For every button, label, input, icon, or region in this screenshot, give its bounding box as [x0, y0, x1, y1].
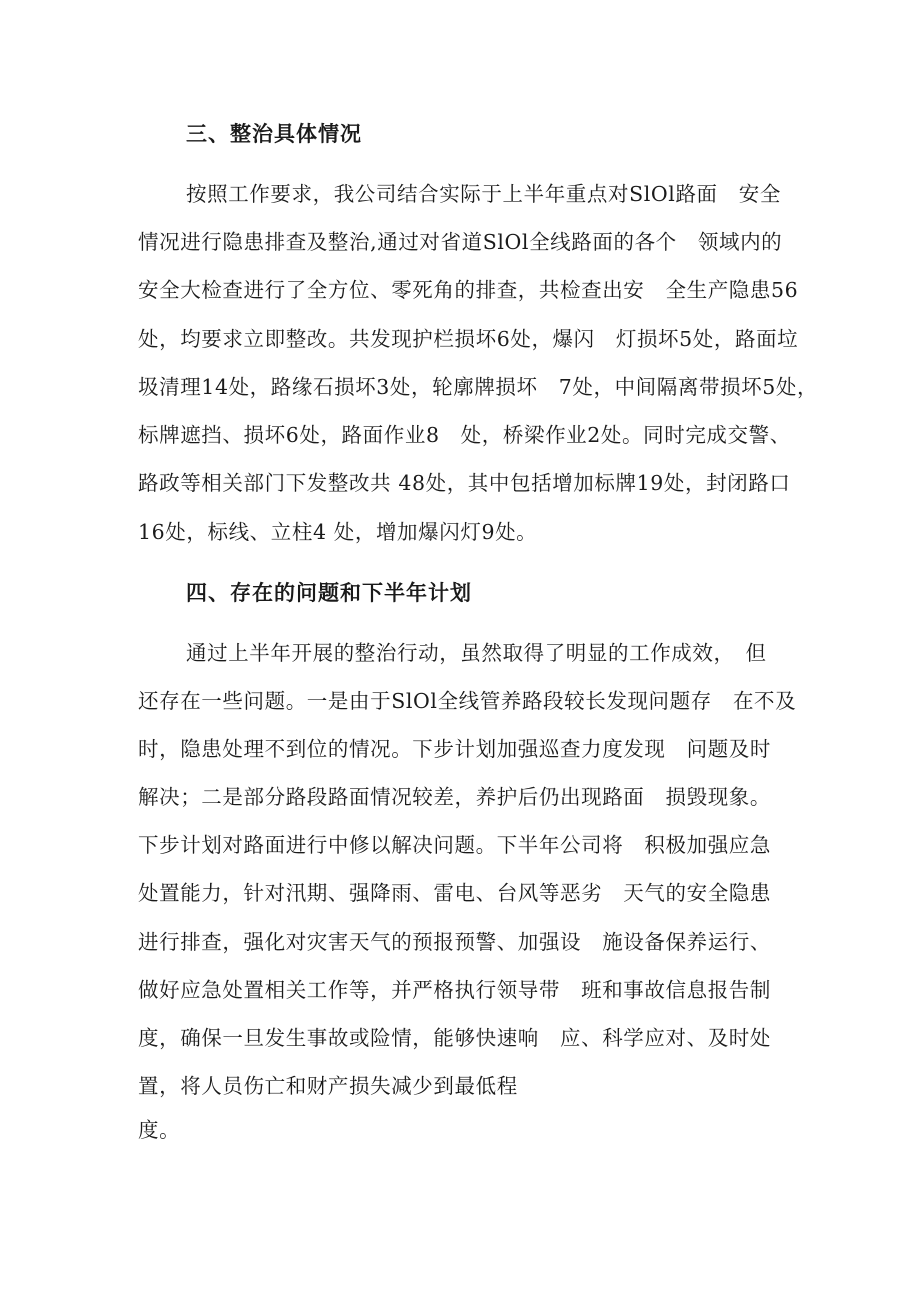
- section-4-line: 处置能力，针对汛期、强降雨、雷电、台风等恶劣 天气的安全隐患: [138, 881, 771, 905]
- section-4-line: 解决；二是部分路段路面情况较差，养护后仍出现路面 损毁现象。: [138, 785, 771, 809]
- section-4-line: 时，隐患处理不到位的情况。下步计划加强巡查力度发现 问题及时: [138, 737, 771, 761]
- section-3-line: 圾清理14处，路缘石损坏3处，轮廓牌损坏 7处，中间隔离带损坏5处，: [138, 375, 819, 399]
- section-3-line: 情况进行隐患排查及整治,通过对省道SlOl全线路面的各个 领域内的: [138, 230, 783, 254]
- section-3-heading: 三、整治具体情况: [186, 121, 362, 146]
- section-4-line: 通过上半年开展的整治行动，虽然取得了明显的工作成效， 但: [186, 641, 767, 665]
- section-4-line: 还存在一些问题。一是由于SlOl全线管养路段较长发现问题存 在不及: [138, 689, 797, 713]
- section-4-line: 度，确保一旦发生事故或险情，能够快速响 应、科学应对、及时处: [138, 1026, 771, 1050]
- section-3-line: 16处，标线、立柱4 处，增加爆闪灯9处。: [138, 520, 538, 544]
- section-3-line: 安全大检查进行了全方位、零死角的排查，共检查出安 全生产隐患56: [138, 278, 799, 302]
- section-4-heading: 四、存在的问题和下半年计划: [186, 580, 472, 605]
- section-4-line: 置，将人员伤亡和财产损失减少到最低程: [138, 1074, 518, 1098]
- section-4-line: 度。: [138, 1118, 181, 1142]
- section-4-line: 做好应急处置相关工作等，并严格执行领导带 班和事故信息报告制: [138, 978, 771, 1002]
- section-4-line: 进行排查，强化对灾害天气的预报预警、加强设 施设备保养运行、: [138, 930, 771, 954]
- section-3-line: 标牌遮挡、损坏6处，路面作业8 处，桥梁作业2处。同时完成交警、: [138, 423, 791, 447]
- section-3-line: 处，均要求立即整改。共发现护栏损坏6处，爆闪 灯损坏5处，路面垃: [138, 327, 799, 351]
- section-4-line: 下步计划对路面进行中修以解决问题。下半年公司将 积极加强应急: [138, 833, 771, 857]
- section-3-line: 路政等相关部门下发整改共 48处，其中包括增加标牌19处，封闭路口: [138, 471, 791, 495]
- section-3-line: 按照工作要求，我公司结合实际于上半年重点对SlOl路面 安全: [186, 182, 781, 206]
